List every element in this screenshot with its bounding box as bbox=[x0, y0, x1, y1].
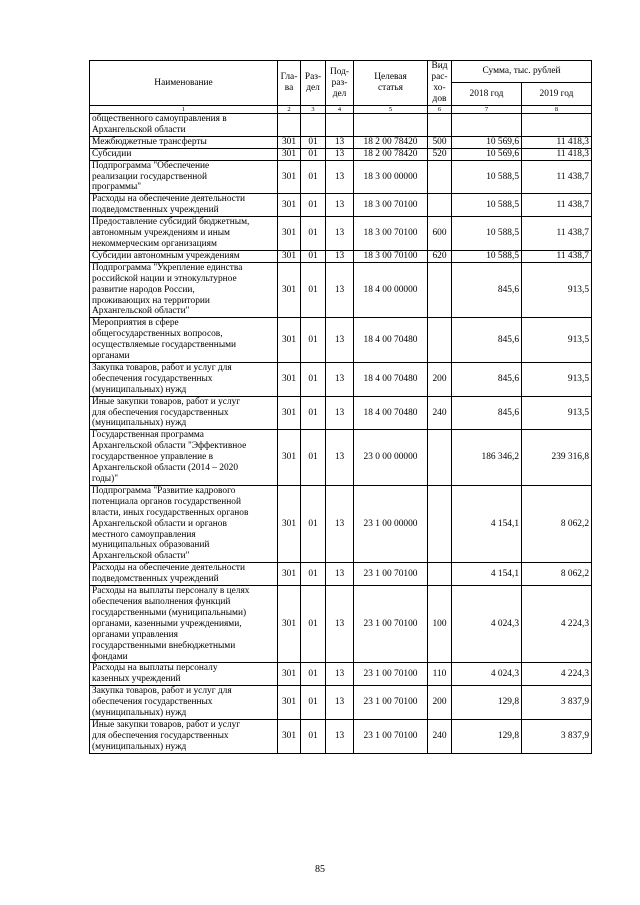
row-glava: 301 bbox=[278, 160, 301, 194]
row-vid-rashodov bbox=[428, 194, 452, 217]
row-celevaya-statya bbox=[354, 114, 428, 137]
row-razdel: 01 bbox=[301, 148, 326, 160]
row-glava: 301 bbox=[278, 217, 301, 251]
row-name: Государственная программа Архангельской области "Эффективное государственное управление в Архангельской области (2014 – 2020 годы)" bbox=[90, 430, 278, 486]
table-row bbox=[90, 485, 592, 562]
row-name: Субсидии автономным учреждениям bbox=[90, 250, 278, 262]
column-number: 1 bbox=[90, 106, 278, 114]
table-row bbox=[90, 148, 592, 160]
row-name: Межбюджетные трансферты bbox=[90, 136, 278, 148]
row-name: Подпрограмма "Развитие кадрового потенциала органов государственной власти, иных государственных органов Архангельской области и органов местного самоуправления муниципальных образований Архангельской области" bbox=[90, 485, 278, 562]
row-glava: 301 bbox=[278, 318, 301, 363]
row-name: Иные закупки товаров, работ и услуг для обеспечения государственных (муниципальных) нужд bbox=[90, 719, 278, 753]
row-razdel: 01 bbox=[301, 217, 326, 251]
row-sum-2018: 4 154,1 bbox=[452, 485, 522, 562]
row-sum-2018: 10 569,6 bbox=[452, 148, 522, 160]
row-glava: 301 bbox=[278, 362, 301, 396]
row-name: Предоставление субсидий бюджетным, автономным учреждениям и иным некоммерческим организациям bbox=[90, 217, 278, 251]
table-row bbox=[90, 318, 592, 363]
row-vid-rashodov bbox=[428, 160, 452, 194]
row-podrazdel: 13 bbox=[326, 194, 354, 217]
header-year-2018: 2018 год bbox=[452, 83, 522, 106]
row-sum-2019: 11 438,7 bbox=[522, 194, 592, 217]
row-sum-2019: 8 062,2 bbox=[522, 563, 592, 586]
row-name: Расходы на обеспечение деятельности подведомственных учреждений bbox=[90, 194, 278, 217]
table-row bbox=[90, 563, 592, 586]
row-celevaya-statya: 18 4 00 70480 bbox=[354, 396, 428, 430]
row-sum-2018: 845,6 bbox=[452, 362, 522, 396]
row-celevaya-statya: 18 4 00 00000 bbox=[354, 262, 428, 318]
row-name: Подпрограмма "Укрепление единства российской нации и этнокультурное развитие народов России, проживающих на территории Архангельской области" bbox=[90, 262, 278, 318]
row-celevaya-statya: 18 4 00 70480 bbox=[354, 362, 428, 396]
row-name: общественного самоуправления в Архангельской области bbox=[90, 114, 278, 137]
row-podrazdel: 13 bbox=[326, 686, 354, 720]
row-razdel: 01 bbox=[301, 430, 326, 486]
row-sum-2018: 4 024,3 bbox=[452, 586, 522, 663]
row-glava: 301 bbox=[278, 686, 301, 720]
row-vid-rashodov: 200 bbox=[428, 686, 452, 720]
table-row bbox=[90, 663, 592, 686]
row-razdel: 01 bbox=[301, 160, 326, 194]
row-podrazdel: 13 bbox=[326, 586, 354, 663]
row-sum-2018: 10 588,5 bbox=[452, 160, 522, 194]
row-sum-2019: 11 438,7 bbox=[522, 160, 592, 194]
row-vid-rashodov: 200 bbox=[428, 362, 452, 396]
column-number: 3 bbox=[301, 106, 326, 114]
row-podrazdel: 13 bbox=[326, 362, 354, 396]
row-vid-rashodov: 110 bbox=[428, 663, 452, 686]
row-podrazdel: 13 bbox=[326, 318, 354, 363]
row-razdel: 01 bbox=[301, 719, 326, 753]
row-vid-rashodov bbox=[428, 262, 452, 318]
row-sum-2019: 913,5 bbox=[522, 262, 592, 318]
header-summa: Сумма, тыс. рублей bbox=[452, 61, 592, 83]
table-row bbox=[90, 160, 592, 194]
row-sum-2018: 845,6 bbox=[452, 318, 522, 363]
row-celevaya-statya: 18 3 00 70100 bbox=[354, 217, 428, 251]
row-celevaya-statya: 18 2 00 78420 bbox=[354, 136, 428, 148]
row-name: Закупка товаров, работ и услуг для обеспечения государственных (муниципальных) нужд bbox=[90, 686, 278, 720]
row-podrazdel: 13 bbox=[326, 250, 354, 262]
row-glava: 301 bbox=[278, 250, 301, 262]
row-name: Расходы на обеспечение деятельности подведомственных учреждений bbox=[90, 563, 278, 586]
header-name: Наименование bbox=[90, 61, 278, 106]
budget-table bbox=[89, 60, 592, 754]
row-glava: 301 bbox=[278, 262, 301, 318]
row-vid-rashodov bbox=[428, 485, 452, 562]
row-celevaya-statya: 18 3 00 70100 bbox=[354, 250, 428, 262]
row-sum-2018: 10 569,6 bbox=[452, 136, 522, 148]
row-name: Закупка товаров, работ и услуг для обеспечения государственных (муниципальных) нужд bbox=[90, 362, 278, 396]
column-number: 4 bbox=[326, 106, 354, 114]
column-number: 6 bbox=[428, 106, 452, 114]
column-numbers-row bbox=[90, 106, 592, 114]
table-row bbox=[90, 194, 592, 217]
row-sum-2019: 3 837,9 bbox=[522, 719, 592, 753]
row-vid-rashodov bbox=[428, 318, 452, 363]
row-celevaya-statya: 23 1 00 70100 bbox=[354, 719, 428, 753]
row-sum-2018: 10 588,5 bbox=[452, 217, 522, 251]
row-razdel: 01 bbox=[301, 663, 326, 686]
row-vid-rashodov: 520 bbox=[428, 148, 452, 160]
row-podrazdel: 13 bbox=[326, 148, 354, 160]
row-glava: 301 bbox=[278, 586, 301, 663]
row-sum-2018: 10 588,5 bbox=[452, 194, 522, 217]
row-vid-rashodov: 240 bbox=[428, 719, 452, 753]
row-sum-2019 bbox=[522, 114, 592, 137]
row-glava: 301 bbox=[278, 719, 301, 753]
row-sum-2019: 913,5 bbox=[522, 362, 592, 396]
row-razdel: 01 bbox=[301, 563, 326, 586]
row-razdel: 01 bbox=[301, 485, 326, 562]
row-sum-2019: 913,5 bbox=[522, 318, 592, 363]
header-vid-rashodov: Вид рас- хо- дов bbox=[428, 61, 452, 106]
row-sum-2018: 186 346,2 bbox=[452, 430, 522, 486]
table-row bbox=[90, 250, 592, 262]
row-celevaya-statya: 23 1 00 70100 bbox=[354, 663, 428, 686]
row-sum-2018: 129,8 bbox=[452, 719, 522, 753]
row-name: Расходы на выплаты персоналу в целях обеспечения выполнения функций государственными (муниципальными) органами, казенными учреждениями, органами управления государственными внебюджетными фондами bbox=[90, 586, 278, 663]
row-vid-rashodov bbox=[428, 563, 452, 586]
row-razdel: 01 bbox=[301, 318, 326, 363]
row-podrazdel: 13 bbox=[326, 262, 354, 318]
header-podrazdel: Под- раз- дел bbox=[326, 61, 354, 106]
table-header bbox=[90, 61, 592, 114]
table-row bbox=[90, 136, 592, 148]
row-name: Иные закупки товаров, работ и услуг для обеспечения государственных (муниципальных) нужд bbox=[90, 396, 278, 430]
row-podrazdel bbox=[326, 114, 354, 137]
row-celevaya-statya: 18 4 00 70480 bbox=[354, 318, 428, 363]
row-celevaya-statya: 18 2 00 78420 bbox=[354, 148, 428, 160]
row-sum-2018: 845,6 bbox=[452, 262, 522, 318]
table-body bbox=[90, 114, 592, 754]
row-glava bbox=[278, 114, 301, 137]
table-row bbox=[90, 686, 592, 720]
page-number: 85 bbox=[315, 864, 325, 875]
row-sum-2019: 11 418,3 bbox=[522, 136, 592, 148]
header-glava: Гла- ва bbox=[278, 61, 301, 106]
table-row bbox=[90, 114, 592, 137]
row-razdel: 01 bbox=[301, 362, 326, 396]
row-razdel: 01 bbox=[301, 262, 326, 318]
row-name: Мероприятия в сфере общегосударственных вопросов, осуществляемые государственными органами bbox=[90, 318, 278, 363]
row-name: Подпрограмма "Обеспечение реализации государственной программы" bbox=[90, 160, 278, 194]
row-glava: 301 bbox=[278, 194, 301, 217]
header-year-2019: 2019 год bbox=[522, 83, 592, 106]
table-row bbox=[90, 430, 592, 486]
row-sum-2019: 4 224,3 bbox=[522, 663, 592, 686]
table-row bbox=[90, 362, 592, 396]
row-name: Расходы на выплаты персоналу казенных учреждений bbox=[90, 663, 278, 686]
row-razdel: 01 bbox=[301, 686, 326, 720]
row-glava: 301 bbox=[278, 396, 301, 430]
row-celevaya-statya: 23 1 00 70100 bbox=[354, 586, 428, 663]
row-celevaya-statya: 23 1 00 70100 bbox=[354, 563, 428, 586]
row-podrazdel: 13 bbox=[326, 485, 354, 562]
row-glava: 301 bbox=[278, 136, 301, 148]
row-sum-2018: 4 024,3 bbox=[452, 663, 522, 686]
row-vid-rashodov bbox=[428, 114, 452, 137]
column-number: 5 bbox=[354, 106, 428, 114]
row-celevaya-statya: 18 3 00 00000 bbox=[354, 160, 428, 194]
row-podrazdel: 13 bbox=[326, 136, 354, 148]
table-row bbox=[90, 586, 592, 663]
column-number: 7 bbox=[452, 106, 522, 114]
row-sum-2018: 845,6 bbox=[452, 396, 522, 430]
row-sum-2019: 913,5 bbox=[522, 396, 592, 430]
row-razdel: 01 bbox=[301, 250, 326, 262]
table-row bbox=[90, 719, 592, 753]
row-vid-rashodov bbox=[428, 430, 452, 486]
row-celevaya-statya: 23 1 00 00000 bbox=[354, 485, 428, 562]
row-sum-2019: 4 224,3 bbox=[522, 586, 592, 663]
row-podrazdel: 13 bbox=[326, 563, 354, 586]
column-number: 8 bbox=[522, 106, 592, 114]
column-number: 2 bbox=[278, 106, 301, 114]
row-vid-rashodov: 500 bbox=[428, 136, 452, 148]
row-razdel: 01 bbox=[301, 136, 326, 148]
row-glava: 301 bbox=[278, 148, 301, 160]
row-podrazdel: 13 bbox=[326, 217, 354, 251]
row-sum-2019: 11 418,3 bbox=[522, 148, 592, 160]
row-sum-2019: 11 438,7 bbox=[522, 250, 592, 262]
row-sum-2018: 129,8 bbox=[452, 686, 522, 720]
row-razdel: 01 bbox=[301, 396, 326, 430]
row-podrazdel: 13 bbox=[326, 396, 354, 430]
row-razdel: 01 bbox=[301, 194, 326, 217]
row-celevaya-statya: 23 1 00 70100 bbox=[354, 686, 428, 720]
row-podrazdel: 13 bbox=[326, 430, 354, 486]
row-sum-2019: 239 316,8 bbox=[522, 430, 592, 486]
table-row bbox=[90, 262, 592, 318]
row-podrazdel: 13 bbox=[326, 663, 354, 686]
table-row bbox=[90, 396, 592, 430]
row-glava: 301 bbox=[278, 485, 301, 562]
row-razdel bbox=[301, 114, 326, 137]
row-vid-rashodov: 240 bbox=[428, 396, 452, 430]
row-glava: 301 bbox=[278, 663, 301, 686]
row-celevaya-statya: 18 3 00 70100 bbox=[354, 194, 428, 217]
row-vid-rashodov: 620 bbox=[428, 250, 452, 262]
row-vid-rashodov: 600 bbox=[428, 217, 452, 251]
row-sum-2018: 10 588,5 bbox=[452, 250, 522, 262]
row-vid-rashodov: 100 bbox=[428, 586, 452, 663]
row-sum-2019: 8 062,2 bbox=[522, 485, 592, 562]
row-razdel: 01 bbox=[301, 586, 326, 663]
row-sum-2018: 4 154,1 bbox=[452, 563, 522, 586]
table-row bbox=[90, 217, 592, 251]
row-glava: 301 bbox=[278, 430, 301, 486]
header-razdel: Раз- дел bbox=[301, 61, 326, 106]
header-celevaya-statya: Целевая статья bbox=[354, 61, 428, 106]
row-sum-2019: 11 438,7 bbox=[522, 217, 592, 251]
row-podrazdel: 13 bbox=[326, 160, 354, 194]
row-celevaya-statya: 23 0 00 00000 bbox=[354, 430, 428, 486]
row-name: Субсидии bbox=[90, 148, 278, 160]
row-sum-2019: 3 837,9 bbox=[522, 686, 592, 720]
row-podrazdel: 13 bbox=[326, 719, 354, 753]
row-sum-2018 bbox=[452, 114, 522, 137]
row-glava: 301 bbox=[278, 563, 301, 586]
